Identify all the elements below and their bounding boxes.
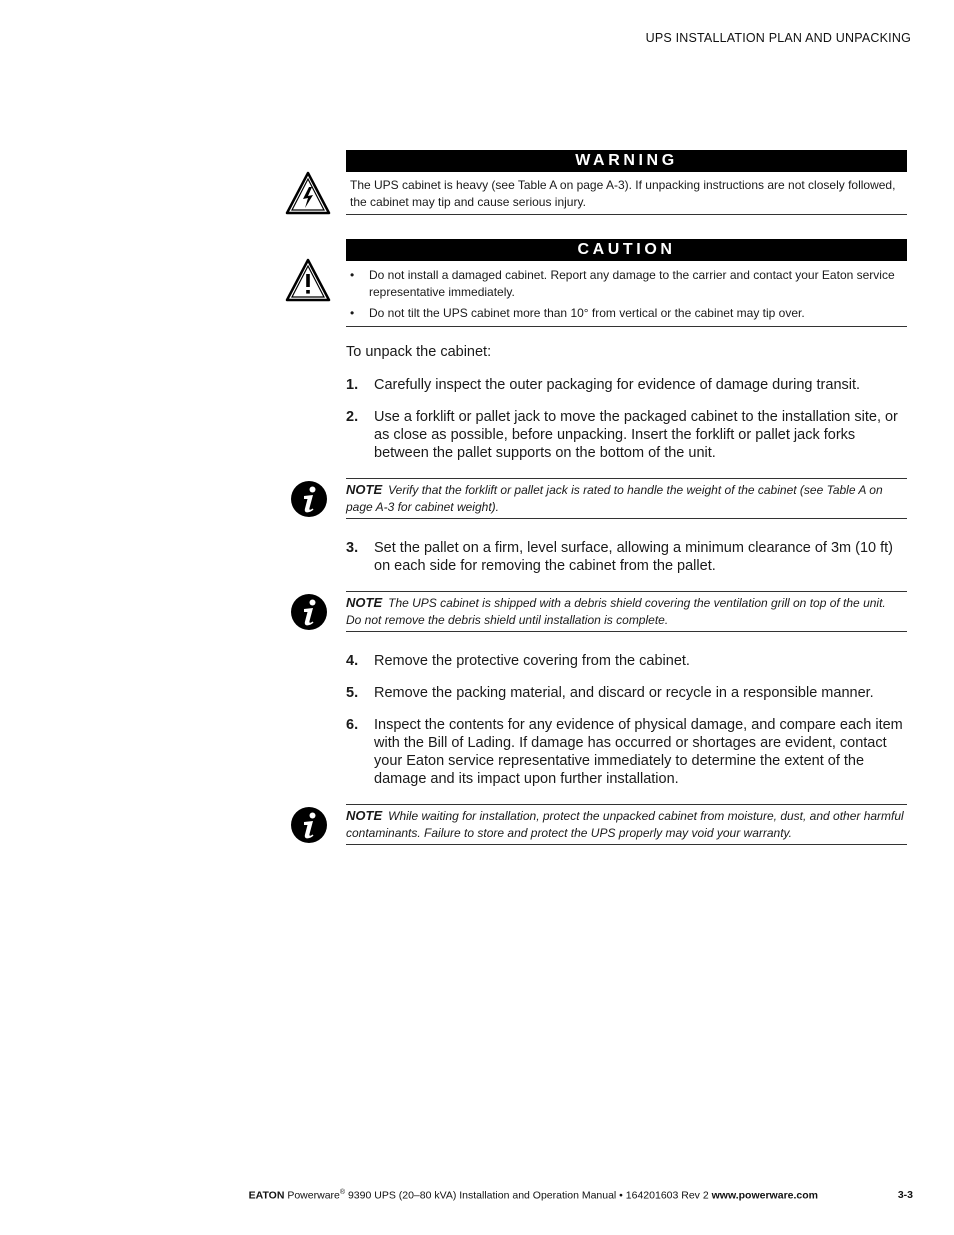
bullet-dot: • <box>350 306 355 320</box>
info-icon <box>290 593 328 631</box>
caution-bullet-text: Do not tilt the UPS cabinet more than 10° from vertical or the cabinet may tip over. <box>369 306 805 320</box>
note-3 <box>346 807 904 842</box>
caution-bullet-text: Do not install a damaged cabinet. Report any damage to the carrier and contact your Eaton service representative immediately. <box>369 268 895 299</box>
step-text: Use a forklift or pallet jack to move the packaged cabinet to the installation site, or as close as possible, before unpacking. Insert the forklift or pallet jack forks between the pallet supports on the bottom of the unit. <box>374 409 898 461</box>
footer-citation <box>249 1189 818 1202</box>
footer-product: Powerware <box>287 1189 340 1202</box>
step-number: 4. <box>346 653 359 669</box>
step-number: 6. <box>346 717 359 733</box>
note-bottom-rule <box>346 518 907 519</box>
page-number: 3-3 <box>897 1189 913 1201</box>
step-text: Carefully inspect the outer packaging for evidence of damage during transit. <box>374 377 861 393</box>
caution-banner: CAUTION <box>346 239 907 261</box>
footer-brand: EATON <box>248 1189 285 1202</box>
note-label: NOTE <box>346 808 383 823</box>
note-top-rule <box>346 478 907 479</box>
note-top-rule <box>346 591 907 592</box>
note-text: The UPS cabinet is shipped with a debris shield covering the ventilation grill on top of the unit. Do not remove the debris shield until installation is complete. <box>346 596 886 627</box>
note-bottom-rule <box>346 844 907 845</box>
note-label: NOTE <box>346 595 383 610</box>
note-2 <box>346 594 904 629</box>
note-top-rule <box>346 804 907 805</box>
step-number: 1. <box>346 377 359 393</box>
note-text: Verify that the forklift or pallet jack is rated to handle the weight of the cabinet (see Table A on page A-3 for cabinet weight). <box>346 483 883 514</box>
bullet-dot: • <box>350 268 355 282</box>
info-icon <box>290 806 328 844</box>
step-text: Remove the packing material, and discard or recycle in a responsible manner. <box>374 685 874 701</box>
caution-bottom-rule <box>346 326 907 327</box>
step-number: 2. <box>346 409 359 425</box>
step-text: Remove the protective covering from the cabinet. <box>374 653 690 669</box>
running-header: UPS INSTALLATION PLAN AND UNPACKING <box>645 31 911 45</box>
note-label: NOTE <box>346 482 383 497</box>
warning-banner: WARNING <box>346 150 907 172</box>
intro-text: To unpack the cabinet: <box>346 344 492 360</box>
note-text: While waiting for installation, protect the unpacked cabinet from moisture, dust, and other harmful contaminants. Failure to store and protect the UPS properly may void your warranty. <box>346 809 904 840</box>
caution-icon <box>285 258 331 302</box>
electrical-hazard-icon <box>285 171 331 215</box>
registered-mark: ® <box>339 1189 346 1196</box>
footer-url[interactable]: www.powerware.com <box>711 1189 818 1202</box>
footer-manual: 9390 UPS (20–80 kVA) Installation and Operation Manual • 164201603 Rev 2 <box>345 1189 712 1202</box>
note-1 <box>346 481 904 516</box>
step-number: 3. <box>346 540 359 556</box>
step-number: 5. <box>346 685 359 701</box>
note-bottom-rule <box>346 631 907 632</box>
step-text: Set the pallet on a firm, level surface, allowing a minimum clearance of 3m (10 ft) on each side for removing the cabinet from the pallet. <box>374 540 894 574</box>
step-text: Inspect the contents for any evidence of physical damage, and compare each item with the Bill of Lading. If damage has occurred or shortages are evident, contact your Eaton service representative immediately to determine the extent of the damage and its impact upon further installation. <box>374 717 903 787</box>
warning-bottom-rule <box>346 214 907 215</box>
warning-text: The UPS cabinet is heavy (see Table A on page A-3). If unpacking instructions are not closely followed, the cabinet may tip and cause serious injury. <box>350 178 896 209</box>
info-icon <box>290 480 328 518</box>
